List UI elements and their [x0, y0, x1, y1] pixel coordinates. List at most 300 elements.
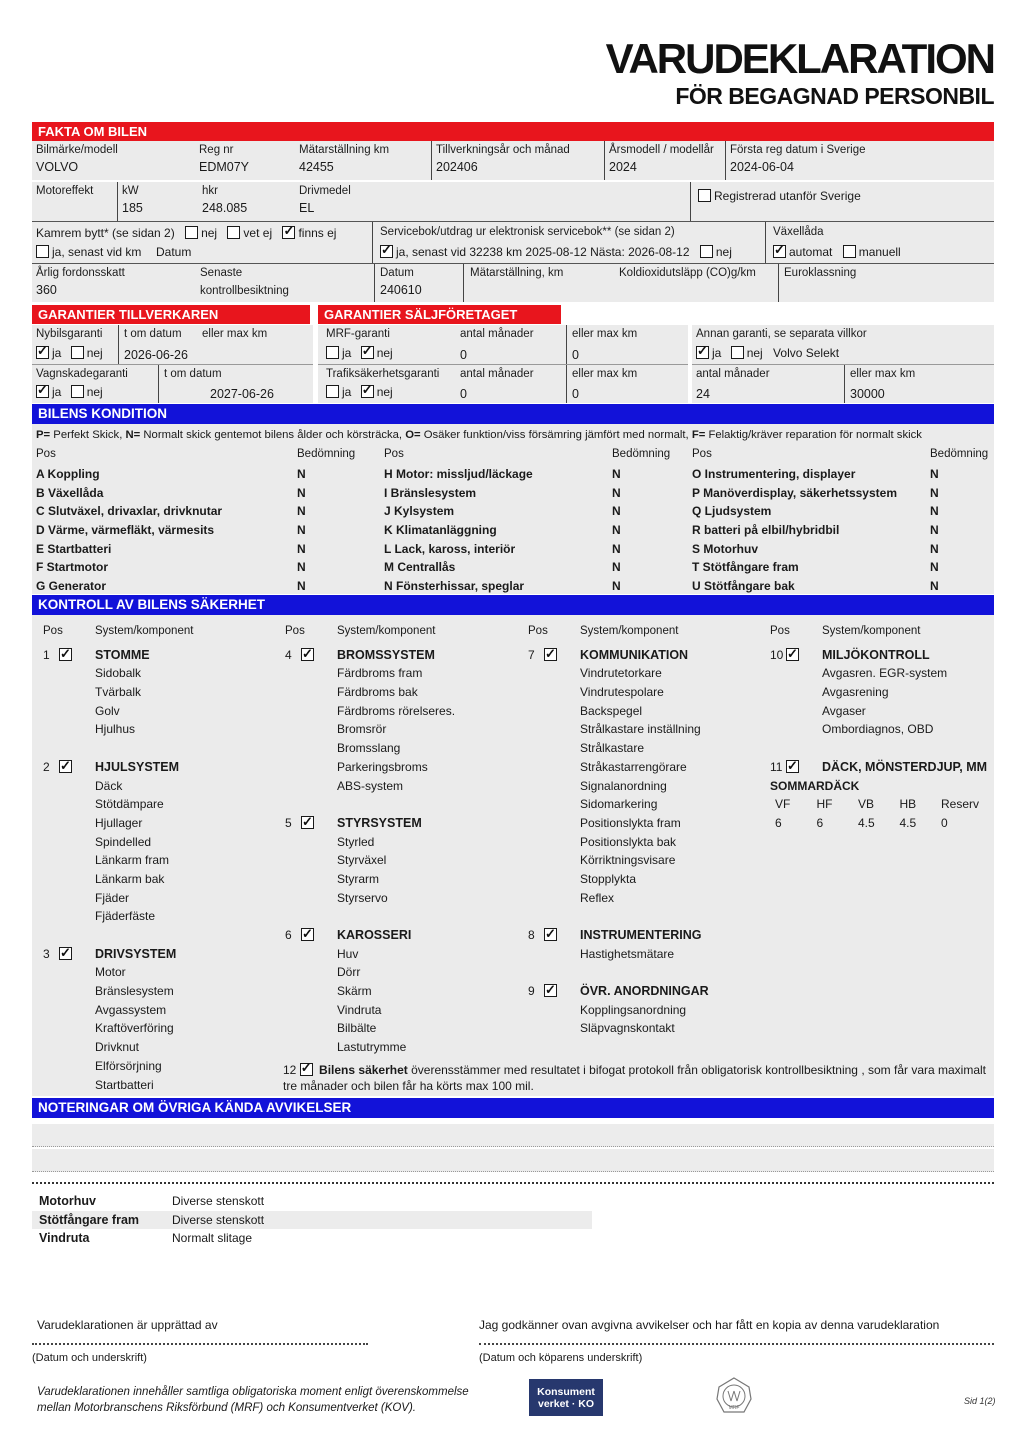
checkbox-kamrem-nej[interactable] — [185, 226, 198, 239]
component-item: Ombordiagnos, OBD — [822, 722, 934, 737]
kondition-column-1 — [36, 448, 366, 598]
grade-value: N — [930, 579, 939, 594]
component-item: Signalanordning — [580, 778, 667, 793]
group-title: STOMME — [95, 647, 150, 662]
nybils-ja-label: ja — [52, 346, 62, 360]
kondition-row — [36, 504, 366, 523]
system-header: System/komponent — [580, 625, 679, 637]
tire-position-label: Reserv — [941, 797, 980, 812]
group-number: 2 — [43, 759, 50, 774]
mrf-maxkm-label: eller max km — [572, 328, 638, 340]
component-item: Styrservo — [337, 890, 388, 905]
tire-column — [817, 795, 859, 832]
mrf-manader-value: 0 — [460, 348, 467, 362]
tire-depth-value: 6 — [775, 815, 782, 830]
checkbox-servicebok-ja[interactable] — [380, 245, 393, 258]
divider — [566, 365, 567, 403]
avvikelse-row — [32, 1211, 592, 1230]
component-label: M Centrallås — [384, 560, 456, 575]
divider — [158, 365, 159, 403]
component-item: Startbatteri — [95, 1077, 154, 1092]
mrf-nej-label: nej — [376, 346, 393, 360]
component-label: U Stötfångare bak — [692, 579, 795, 594]
component-item: Reflex — [580, 890, 615, 905]
kamrem-label: Kamrem bytt* (se sidan 2) — [36, 226, 175, 240]
nybils-nej-label: nej — [86, 346, 103, 360]
fakta-panel — [32, 141, 994, 302]
component-item: Färdbroms bak — [337, 685, 418, 700]
section-header-fakta: FAKTA OM BILEN — [32, 122, 994, 141]
divider — [372, 222, 373, 263]
checkbox-automat[interactable] — [773, 245, 786, 258]
component-label: G Generator — [36, 579, 107, 594]
pos-header: Pos — [285, 625, 305, 637]
pos-header: Pos — [770, 625, 790, 637]
section-header-garantier-tillverkaren: GARANTIER TILLVERKAREN — [32, 305, 310, 324]
servicebok-label: Servicebok/utdrag ur elektronisk servicebok** (se sidan 2) — [380, 226, 675, 238]
mrf-maxkm-value: 0 — [572, 348, 579, 362]
kamrem-finnsej-label: finns ej — [298, 226, 337, 240]
component-item: Motor — [95, 965, 126, 980]
field-forsta-reg: Första reg datum i Sverige 2024-06-04 — [730, 144, 866, 174]
component-label: T Stötfångare fram — [692, 560, 799, 575]
bedomning-header: Bedömning — [297, 448, 356, 460]
group-items — [580, 664, 763, 907]
component-item: Styrarm — [337, 871, 379, 886]
component-item: Skärm — [337, 984, 372, 999]
group-items — [95, 963, 278, 1094]
svg-text:MRF: MRF — [728, 1405, 740, 1411]
automat-label: automat — [789, 245, 833, 259]
kondition-row — [692, 504, 992, 523]
bedomning-header: Bedömning — [930, 448, 989, 460]
vaxellada-line2 — [773, 245, 901, 259]
divider — [431, 141, 432, 180]
kontroll-column-1 — [43, 622, 278, 1113]
component-item: Släpvagnskontakt — [580, 1021, 675, 1036]
kontroll-column-2 — [285, 622, 520, 1076]
tire-column — [941, 795, 994, 832]
component-item: Backspegel — [580, 703, 643, 718]
kondition-row — [692, 486, 992, 505]
tire-position-label: HB — [899, 797, 917, 812]
component-item: Vindrutetorkare — [580, 666, 662, 681]
checkbox-vagnskade-ja[interactable] — [36, 385, 49, 398]
tire-depth-table — [775, 795, 994, 832]
group-items — [337, 664, 520, 795]
group-number: 3 — [43, 946, 50, 961]
component-label: B Växellåda — [36, 485, 104, 500]
kv-logo-line1: Konsument — [537, 1386, 595, 1398]
divider — [778, 264, 779, 302]
kondition-row — [36, 560, 366, 579]
group-title: BROMSSYSTEM — [337, 647, 435, 662]
component-item: Kopplingsanordning — [580, 1002, 687, 1017]
checkbox-annan-nej[interactable] — [731, 346, 744, 359]
datum-koparens-label: (Datum och köparens underskrift) — [479, 1352, 643, 1364]
disclaimer-line2: mellan Motorbranschens Riksförbund (MRF) och Konsumentverket (KOV). — [37, 1402, 417, 1414]
tire-depth-value: 4.5 — [858, 815, 875, 830]
component-item: Lastutrymme — [337, 1040, 407, 1055]
checkbox-stomme[interactable] — [59, 648, 72, 661]
avvikelse-part: Motorhuv — [39, 1194, 96, 1208]
kv-logo-line2: verket · KO — [537, 1398, 595, 1410]
component-item: Färdbroms rörelseres. — [337, 703, 456, 718]
component-label: L Lack, kaross, interiör — [384, 541, 516, 556]
fakta-row-1 — [32, 141, 994, 182]
grade-value: N — [612, 485, 621, 500]
grade-value: N — [297, 560, 306, 575]
field-fordonsskatt: Årlig fordonsskatt 360 — [36, 267, 125, 297]
field-motoreffekt: Motoreffekt — [36, 185, 94, 197]
component-label: F Startmotor — [36, 560, 108, 575]
kontroll-column-3 — [528, 622, 763, 1057]
group-title: MILJÖKONTROLL — [822, 647, 930, 662]
notes-writing-line — [32, 1124, 994, 1147]
nybils-tom-label: t om datum — [124, 328, 182, 340]
trafik-checkrow — [326, 385, 393, 399]
divider — [566, 325, 567, 364]
kontroll-panel — [32, 615, 994, 1096]
checkbox-kommunikation[interactable] — [544, 648, 557, 661]
kontroll-group-karosseri — [285, 926, 520, 1057]
checkbox-miljokontroll[interactable] — [786, 648, 799, 661]
component-item: Kraftöverföring — [95, 1021, 174, 1036]
field-matarstallning: Mätarställning km 42455 — [299, 144, 390, 174]
component-item: Bilbälte — [337, 1021, 377, 1036]
annan-maxkm-label: eller max km — [850, 368, 916, 380]
component-item: Avgassystem — [95, 1002, 167, 1017]
component-label: C Slutväxel, drivaxlar, drivknutar — [36, 504, 223, 519]
tire-depth-value: 6 — [816, 815, 824, 830]
kamrem-vetej-label: vet ej — [243, 226, 273, 240]
divider — [118, 325, 119, 364]
kontroll-group-miljokontroll — [770, 646, 994, 739]
component-item: Körriktningsvisare — [580, 853, 676, 868]
buyer-signature-line — [479, 1343, 994, 1345]
fakta-row-3 — [32, 221, 994, 263]
group-title: INSTRUMENTERING — [580, 928, 702, 942]
kamrem-nej-label: nej — [201, 226, 218, 240]
checkbox-dack[interactable] — [786, 760, 799, 773]
checkbox-registrerad-utanfor[interactable] — [698, 189, 711, 202]
checkbox-drivsystem[interactable] — [59, 947, 72, 960]
component-item: Spindelled — [95, 834, 152, 849]
avvikelser-list — [32, 1192, 994, 1248]
mrf-ja-label: ja — [342, 346, 352, 360]
tire-column — [900, 795, 942, 832]
component-item: Bromsslang — [337, 741, 401, 756]
annan-manader-label: antal månader — [696, 368, 770, 380]
divider — [692, 364, 994, 365]
upprattad-av-label: Varudeklarationen är upprättad av — [37, 1318, 218, 1332]
mrf-manader-label: antal månader — [460, 328, 534, 340]
group-items — [580, 1001, 763, 1038]
group-title: DÄCK, MÖNSTERDJUP, MM — [822, 759, 988, 774]
component-item: Drivknut — [95, 1040, 140, 1055]
group-items — [337, 945, 520, 1057]
component-label: E Startbatteri — [36, 541, 112, 556]
component-item: Fjäderfäste — [95, 909, 156, 924]
annan-checkrow — [696, 346, 839, 360]
vagnskade-tom-value: 2027-06-26 — [210, 387, 274, 401]
checkbox-hjulsystem[interactable] — [59, 760, 72, 773]
checkbox-mrf-nej[interactable] — [361, 346, 374, 359]
section-header-garantier-saljforetaget: GARANTIER SÄLJFÖRETAGET — [318, 305, 561, 324]
component-item: Däck — [95, 778, 123, 793]
vagnskade-nej-label: nej — [86, 385, 103, 399]
grade-value: N — [930, 467, 939, 481]
noteringar-body — [32, 1118, 994, 1258]
avvikelse-row — [32, 1192, 994, 1211]
mrf-logo-icon — [716, 1377, 752, 1417]
avvikelse-note: Diverse stenskott — [172, 1212, 265, 1227]
grade-value: N — [297, 523, 306, 538]
tire-depth-value: 4.5 — [899, 815, 917, 830]
kondition-column-3 — [692, 448, 992, 598]
garantier-body — [32, 325, 994, 403]
group-title: KOMMUNIKATION — [580, 647, 689, 662]
trafik-nej-label: nej — [376, 385, 393, 399]
avvikelse-note: Normalt slitage — [172, 1231, 253, 1246]
field-hkr: hkr 248.085 — [202, 185, 248, 215]
title-block — [605, 35, 994, 110]
item12-text: överensstämmer med resultatet i bifogat protokoll från obligatorisk kontrollbesiktning , som får vara maximalt tre månader och bilen får ha körts max 100 mil. — [283, 1063, 987, 1093]
component-label: I Bränslesystem — [384, 485, 477, 500]
grade-value: N — [297, 541, 306, 556]
grade-value: N — [930, 541, 939, 556]
component-item: Bromsrör — [337, 722, 387, 737]
trafik-maxkm-value: 0 — [572, 387, 579, 401]
component-item: Hjullager — [95, 815, 143, 830]
fakta-row-4 — [32, 263, 994, 302]
bedomning-header: Bedömning — [612, 448, 671, 460]
grade-value: N — [612, 579, 621, 594]
field-koldioxid: Koldioxidutsläpp (CO)g/km — [619, 267, 756, 279]
component-item: Avgaser — [822, 703, 866, 718]
component-item: Stråkastarrengörare — [580, 759, 687, 774]
system-header: System/komponent — [337, 625, 436, 637]
grade-value: N — [612, 523, 621, 538]
tire-position-label: VF — [775, 797, 791, 812]
kondition-row — [692, 523, 992, 542]
divider — [117, 182, 118, 221]
annan-nej-label: nej — [746, 346, 763, 360]
grade-value: N — [612, 541, 621, 556]
kondition-row — [692, 560, 992, 579]
trafik-manader-label: antal månader — [460, 368, 534, 380]
konsumentverket-logo — [529, 1379, 603, 1416]
component-item: Dörr — [337, 965, 361, 980]
grade-value: N — [612, 560, 621, 575]
group-items — [580, 945, 763, 964]
checkbox-trafik-ja[interactable] — [326, 385, 339, 398]
avvikelse-part: Stötfångare fram — [39, 1212, 140, 1227]
checkbox-nybils-ja[interactable] — [36, 346, 49, 359]
component-item: Elförsörjning — [95, 1058, 162, 1073]
group-number: 10 — [770, 647, 784, 662]
component-item: Stötdämpare — [95, 797, 164, 812]
kontroll-group-dack — [770, 758, 994, 833]
component-item: Strålkastare — [580, 741, 645, 756]
group-number: 1 — [43, 647, 50, 662]
group-number: 7 — [528, 647, 535, 662]
grade-value: N — [297, 504, 306, 519]
mrf-kov-disclaimer — [37, 1384, 469, 1416]
kondition-row — [36, 467, 366, 486]
group-number: 9 — [528, 984, 535, 999]
vagnskade-ja-label: ja — [52, 385, 62, 399]
component-label: N Fönsterhissar, speglar — [384, 579, 525, 594]
kontroll-group-bromssystem — [285, 646, 520, 796]
checkbox-nybils-nej[interactable] — [71, 346, 84, 359]
checkbox-manuell[interactable] — [843, 245, 856, 258]
component-label: J Kylsystem — [384, 504, 455, 519]
checkbox-vagnskade-nej[interactable] — [71, 385, 84, 398]
kondition-row — [36, 486, 366, 505]
kondition-row — [384, 560, 684, 579]
component-item: Hjulhus — [95, 722, 136, 737]
checkbox-karosseri[interactable] — [301, 928, 314, 941]
field-kw: kW 185 — [122, 185, 143, 215]
manuell-label: manuell — [858, 245, 901, 259]
component-item: Färdbroms fram — [337, 666, 423, 681]
component-item: Länkarm bak — [95, 871, 165, 886]
checkbox-kamrem-vetej[interactable] — [227, 226, 240, 239]
avvikelse-row — [32, 1229, 994, 1248]
checkbox-servicebok-nej[interactable] — [700, 245, 713, 258]
component-label: H Motor: missljud/läckage — [384, 467, 533, 481]
component-item: Tvärbalk — [95, 685, 142, 700]
divider — [765, 222, 766, 263]
kondition-row — [692, 542, 992, 561]
grade-value: N — [612, 467, 621, 481]
grade-value: N — [930, 560, 939, 575]
grade-value: N — [612, 504, 621, 519]
divider — [725, 141, 726, 180]
component-item: Avgasren. EGR-system — [822, 666, 948, 681]
group-title: DRIVSYSTEM — [95, 946, 177, 961]
pos-header: Pos — [528, 625, 548, 637]
component-item: Stopplykta — [580, 871, 637, 886]
kondition-rows-1 — [36, 467, 366, 598]
grade-value: N — [297, 579, 306, 594]
kondition-legend: P= Perfekt Skick, N= Normalt skick gentemot bilens ålder och körsträcka, O= Osäker funktion/viss försämring jämfört med normalt, F= Felaktig/kräver reparation för normalt skick — [36, 429, 922, 441]
annan-garanti-namn: Volvo Selekt — [773, 346, 840, 360]
checkbox-kamrem-finnsej[interactable] — [282, 226, 295, 239]
vagnskade-tom-label: t om datum — [164, 368, 222, 380]
grade-value: N — [930, 523, 939, 538]
group-title: ÖVR. ANORDNINGAR — [580, 984, 709, 999]
kondition-row — [384, 467, 684, 486]
annan-maxkm-value: 30000 — [850, 387, 885, 401]
component-label: K Klimatanläggning — [384, 523, 497, 538]
pos-header: Pos — [36, 448, 56, 460]
mrf-checkrow — [326, 346, 393, 360]
registrerad-label: Registrerad utanför Sverige — [714, 189, 861, 203]
kontroll-group-instrumentering — [528, 926, 763, 963]
checkbox-trafik-nej[interactable] — [361, 385, 374, 398]
page-number: Sid 1(2) — [964, 1396, 996, 1406]
godkanner-label: Jag godkänner ovan avgivna avvikelser och har fått en kopia av denna varudeklaration — [479, 1318, 940, 1332]
checkbox-instrumentering[interactable] — [544, 928, 557, 941]
group-number: 4 — [285, 647, 292, 662]
kondition-row — [384, 486, 684, 505]
registrerad-utanfor-sverige — [698, 189, 861, 203]
nybils-maxkm-label: eller max km — [202, 328, 268, 340]
divider — [32, 364, 313, 365]
kontroll-column-4 — [770, 622, 994, 851]
checkbox-kamrem-ja[interactable] — [36, 245, 49, 258]
divider — [318, 364, 688, 365]
group-items — [337, 833, 520, 908]
kondition-row — [384, 504, 684, 523]
grade-value: N — [297, 467, 306, 481]
component-item: Vindruta — [337, 1002, 382, 1017]
checkbox-styrsystem[interactable] — [301, 816, 314, 829]
group-number: 11 — [770, 759, 783, 774]
section-header-kondition: BILENS KONDITION — [32, 404, 994, 424]
component-item: Styrväxel — [337, 853, 387, 868]
component-item: Golv — [95, 703, 120, 718]
field-besiktning-datum: Datum 240610 — [380, 267, 422, 297]
divider — [463, 264, 464, 302]
servicebok-nej-label: nej — [715, 245, 732, 259]
notes-divider-line — [32, 1182, 994, 1184]
section-header-kontroll: KONTROLL AV BILENS SÄKERHET — [32, 595, 994, 615]
kontroll-group-ovr-anordningar — [528, 982, 763, 1038]
kondition-column-2 — [384, 448, 684, 598]
group-title: HJULSYSTEM — [95, 759, 180, 774]
checkbox-bilens-sakerhet[interactable] — [300, 1063, 313, 1076]
kontroll-group-styrsystem — [285, 814, 520, 907]
checkbox-mrf-ja[interactable] — [326, 346, 339, 359]
grade-value: N — [930, 504, 939, 519]
pos-header: Pos — [384, 448, 404, 460]
tire-column — [775, 795, 817, 832]
component-item: Strålkastare inställning — [580, 722, 701, 737]
system-header: System/komponent — [95, 625, 194, 637]
component-item: Vindrutespolare — [580, 685, 664, 700]
component-item: Positionslykta fram — [580, 815, 681, 830]
mrf-garanti-label: MRF-garanti — [326, 328, 390, 340]
group-items — [95, 664, 278, 739]
checkbox-annan-ja[interactable] — [696, 346, 709, 359]
annan-ja-label: ja — [712, 346, 722, 360]
component-label: P Manöverdisplay, säkerhetssystem — [692, 485, 897, 500]
grade-value: N — [930, 485, 939, 500]
kontroll-group-stomme — [43, 646, 278, 739]
disclaimer-line1: Varudeklarationen innehåller samtliga obligatoriska moment enligt överenskommelse — [37, 1386, 469, 1398]
component-label: D Värme, värmefläkt, värmesits — [36, 523, 215, 538]
kamrem-line1 — [36, 226, 336, 240]
checkbox-bromssystem[interactable] — [301, 648, 314, 661]
field-drivmedel: Drivmedel EL — [299, 185, 351, 215]
checkbox-ovr-anordningar[interactable] — [544, 984, 557, 997]
component-label: R batteri på elbil/hybridbil — [692, 523, 840, 538]
pos-header: Pos — [692, 448, 712, 460]
notes-writing-line — [32, 1149, 994, 1172]
field-regnr: Reg nr EDM07Y — [199, 144, 250, 174]
item12-bold: Bilens säkerhet — [319, 1063, 408, 1077]
item12-number: 12 — [283, 1063, 297, 1077]
kamrem-ja-label: ja, senast vid km — [52, 245, 142, 259]
seller-signature-line — [32, 1343, 368, 1345]
kondition-row — [36, 523, 366, 542]
component-item: Sidobalk — [95, 666, 142, 681]
divider — [374, 264, 375, 302]
tire-depth-value: 0 — [941, 815, 948, 830]
